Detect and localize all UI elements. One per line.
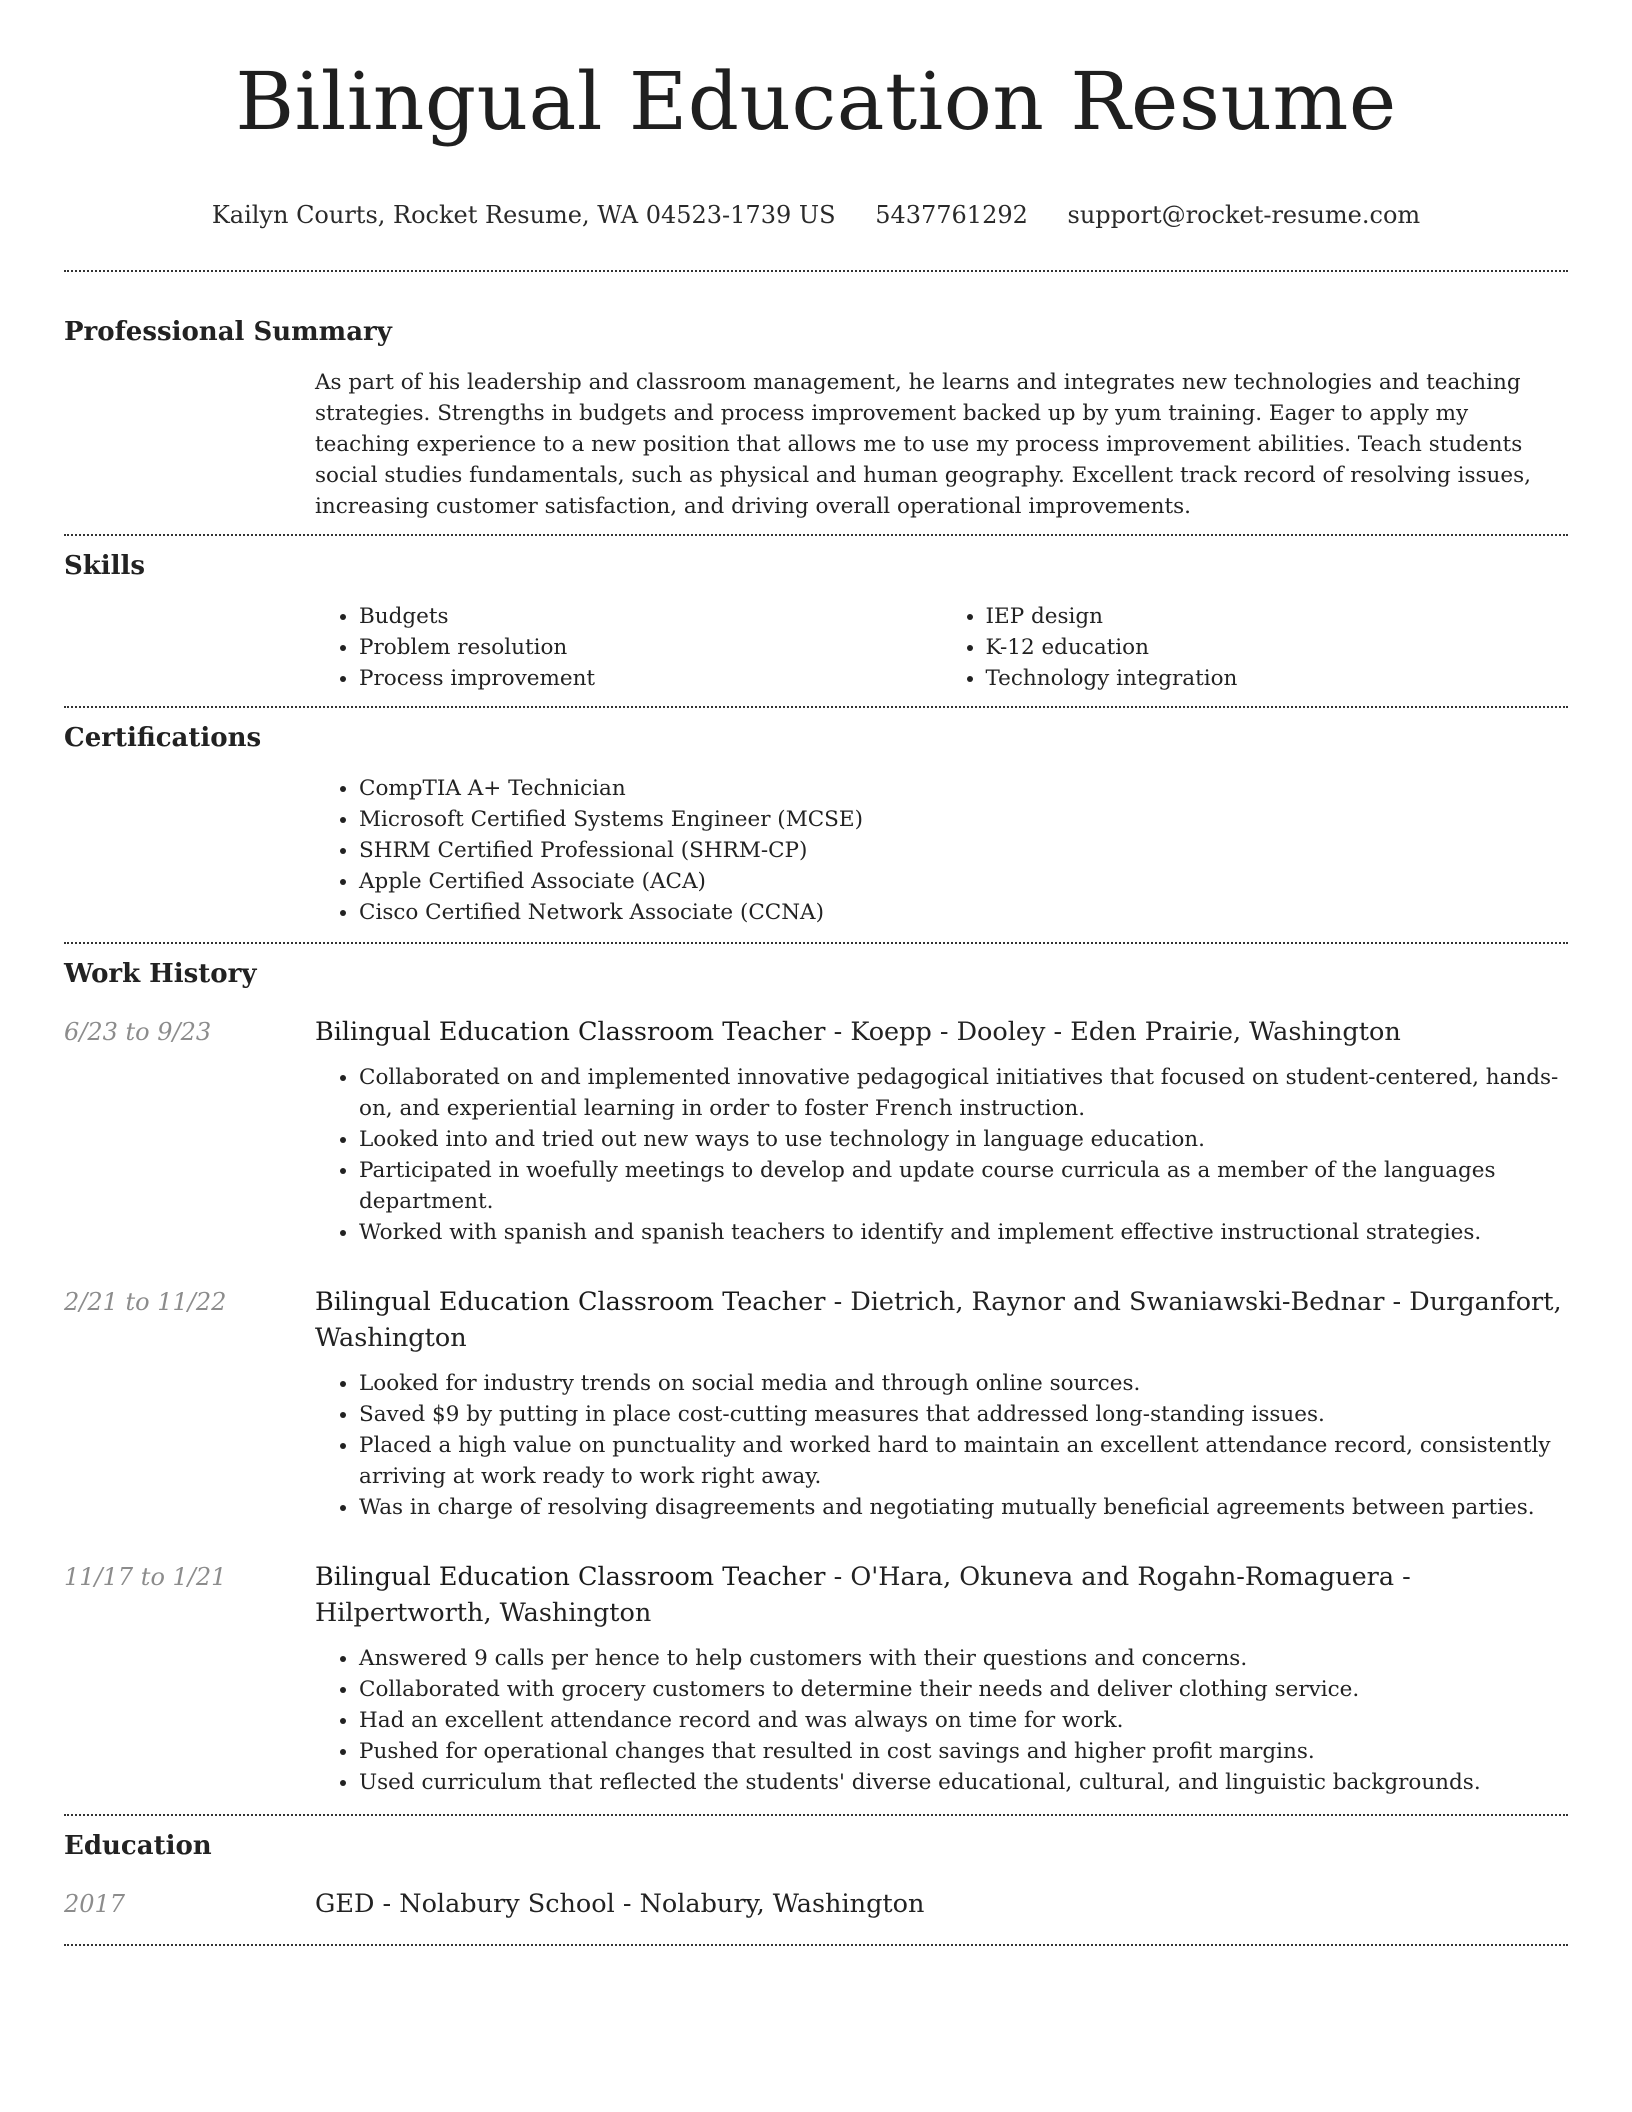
- education-section: [64, 1816, 1568, 1922]
- certifications-list: [315, 773, 1568, 928]
- certification-item: • SHRM Certified Professional (SHRM-CP): [359, 835, 1568, 866]
- job-bullet: • Worked with spanish and spanish teachers to identify and implement effective instructional strategies.: [359, 1217, 1568, 1248]
- job-dates: 6/23 to 9/23: [64, 1018, 212, 1046]
- job-bullet: • Was in charge of resolving disagreements and negotiating mutually beneficial agreements between parties.: [359, 1492, 1568, 1523]
- job-entry: [64, 1014, 1568, 1248]
- job-bullet: • Pushed for operational changes that resulted in cost savings and higher profit margins.: [359, 1736, 1568, 1767]
- skill-item: • Problem resolution: [359, 632, 942, 663]
- skills-list-left: [315, 601, 942, 694]
- contact-line: [64, 198, 1568, 232]
- skill-item: • IEP design: [986, 601, 1569, 632]
- certification-item: • CompTIA A+ Technician: [359, 773, 1568, 804]
- job-role: Bilingual Education Classroom Teacher: [315, 1287, 826, 1317]
- job-bullet-list: [315, 1368, 1568, 1523]
- job-entry: [64, 1559, 1568, 1798]
- skills-heading: Skills: [64, 551, 146, 581]
- job-bullet-list: [315, 1062, 1568, 1248]
- job-bullet: • Looked for industry trends on social media and through online sources.: [359, 1368, 1568, 1399]
- job-heading: [315, 1014, 1568, 1050]
- job-bullet: • Answered 9 calls per hence to help customers with their questions and concerns.: [359, 1643, 1568, 1674]
- education-year: 2017: [64, 1890, 126, 1918]
- contact-address: Kailyn Courts, Rocket Resume, WA 04523-1739 US: [211, 201, 836, 229]
- job-dates: 11/17 to 1/21: [64, 1563, 227, 1591]
- job-bullet: • Participated in woefully meetings to develop and update course curricula as a member of the languages department.: [359, 1155, 1568, 1217]
- summary-heading: Professional Summary: [64, 317, 392, 347]
- work-history-section: [64, 944, 1568, 1798]
- contact-phone: 5437761292: [875, 201, 1028, 229]
- certifications-section: [64, 708, 1568, 928]
- job-bullet: • Collaborated with grocery customers to determine their needs and deliver clothing service.: [359, 1674, 1568, 1705]
- contact-email: support@rocket-resume.com: [1067, 201, 1421, 229]
- job-role: Bilingual Education Classroom Teacher: [315, 1017, 826, 1047]
- certification-item: • Apple Certified Associate (ACA): [359, 866, 1568, 897]
- job-bullet: • Collaborated on and implemented innovative pedagogical initiatives that focused on student-centered, hands-on, and experiential learning in order to foster French instruction.: [359, 1062, 1568, 1124]
- certification-item: • Microsoft Certified Systems Engineer (MCSE): [359, 804, 1568, 835]
- job-bullet: • Looked into and tried out new ways to use technology in language education.: [359, 1124, 1568, 1155]
- skills-list-right: [942, 601, 1569, 694]
- certification-item: • Cisco Certified Network Associate (CCNA): [359, 897, 1568, 928]
- job-bullet: • Placed a high value on punctuality and worked hard to maintain an excellent attendance record, consistently arriving at work ready to work right away.: [359, 1430, 1568, 1492]
- resume-page: [64, 0, 1568, 1946]
- skill-item: • Process improvement: [359, 663, 942, 694]
- skill-item: • Budgets: [359, 601, 942, 632]
- summary-text: As part of his leadership and classroom management, he learns and integrates new technologies and teaching strategies. Strengths in budgets and process improvement backed up by yum training. Eager to apply my teaching experience to a new position that allows me to use my process improvement abilities. Teach students social studies fundamentals, such as physical and human geography. Excellent track record of resolving issues, increasing customer satisfaction, and driving overall operational improvements.: [315, 370, 1531, 519]
- work-history-heading: Work History: [64, 959, 257, 989]
- job-bullet: • Had an excellent attendance record and was always on time for work.: [359, 1705, 1568, 1736]
- job-bullet-list: [315, 1643, 1568, 1798]
- summary-section: [64, 272, 1568, 522]
- job-employer: - Koepp - Dooley - Eden Prairie, Washington: [825, 1017, 1401, 1047]
- job-bullet: • Used curriculum that reflected the students' diverse educational, cultural, and linguistic backgrounds.: [359, 1767, 1568, 1798]
- skill-item: • Technology integration: [986, 663, 1569, 694]
- job-entry: [64, 1284, 1568, 1523]
- job-heading: [315, 1559, 1568, 1631]
- job-employer: - O'Hara, Okuneva and Rogahn-Romaguera - Hilpertworth, Washington: [315, 1562, 1411, 1628]
- certifications-heading: Certifications: [64, 723, 262, 753]
- job-dates: 2/21 to 11/22: [64, 1288, 227, 1316]
- job-employer: - Dietrich, Raynor and Swaniawski-Bednar - Durganfort, Washington: [315, 1287, 1562, 1353]
- skills-section: [64, 536, 1568, 694]
- skill-item: • K-12 education: [986, 632, 1569, 663]
- job-role: Bilingual Education Classroom Teacher: [315, 1562, 826, 1592]
- resume-title: Bilingual Education Resume: [235, 55, 1397, 148]
- job-heading: [315, 1284, 1568, 1356]
- education-heading: Education: [64, 1831, 212, 1861]
- divider: [64, 1944, 1568, 1946]
- job-bullet: • Saved $9 by putting in place cost-cutting measures that addressed long-standing issues.: [359, 1399, 1568, 1430]
- education-entry: GED - Nolabury School - Nolabury, Washington: [315, 1889, 925, 1919]
